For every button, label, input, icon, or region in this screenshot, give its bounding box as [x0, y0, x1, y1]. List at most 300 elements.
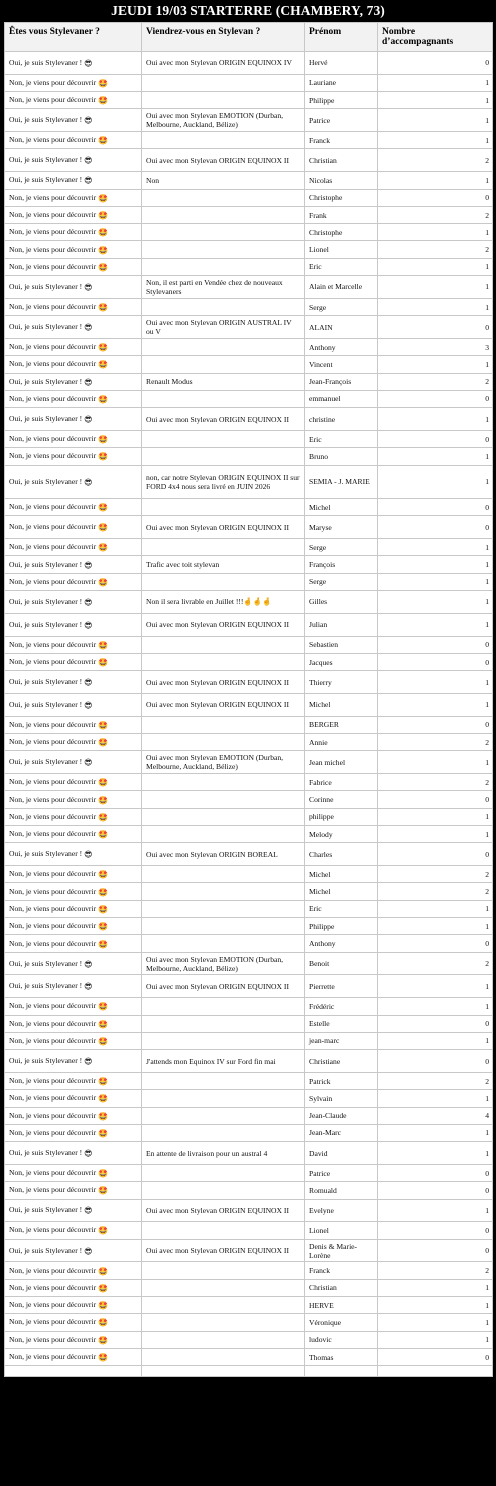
empty-cell: [5, 1366, 142, 1377]
cell-stylevaner: [5, 1050, 142, 1073]
cell-vehicle: [142, 1348, 305, 1365]
star-struck-emoji-icon: 🤩: [98, 1301, 108, 1311]
cell-companions: 1: [378, 808, 493, 825]
stylevaner-answer: Oui, je suis Stylevaner !: [9, 376, 83, 386]
table-row: [5, 1314, 493, 1331]
star-struck-emoji-icon: 🤩: [98, 812, 108, 822]
star-struck-emoji-icon: 🤩: [98, 1002, 108, 1012]
table-row: [5, 373, 493, 390]
sunglasses-emoji-icon: 😎: [84, 560, 93, 570]
star-struck-emoji-icon: 🤩: [98, 1094, 108, 1104]
cell-vehicle: [142, 224, 305, 241]
stylevaner-answer: Non, je viens pour découvrir: [9, 1127, 97, 1137]
cell-companions: 1: [378, 276, 493, 299]
cell-first-name: philippe: [305, 808, 378, 825]
star-struck-emoji-icon: 🤩: [98, 1019, 108, 1029]
empty-row: [5, 1366, 493, 1377]
stylevaner-answer: Non, je viens pour découvrir: [9, 192, 97, 202]
sunglasses-emoji-icon: 😎: [84, 982, 93, 992]
cell-companions: 1: [378, 1331, 493, 1348]
stylevaner-answer: Non, je viens pour découvrir: [9, 244, 97, 254]
cell-vehicle: Non il sera livrable en Juillet !!!🤞🤞🤞: [142, 591, 305, 614]
table-row: [5, 430, 493, 447]
table-row: [5, 1050, 493, 1073]
star-struck-emoji-icon: 🤩: [98, 1077, 108, 1087]
cell-first-name: Christophe: [305, 224, 378, 241]
cell-first-name: Patrice: [305, 109, 378, 132]
stylevaner-answer: Oui, je suis Stylevaner !: [9, 958, 83, 968]
cell-first-name: Eric: [305, 430, 378, 447]
table-row: [5, 338, 493, 355]
cell-stylevaner: [5, 1262, 142, 1279]
table-row: [5, 276, 493, 299]
table-row: [5, 918, 493, 935]
cell-stylevaner: [5, 1314, 142, 1331]
registration-table: [4, 22, 493, 1377]
stylevaner-answer: Non, je viens pour découvrir: [9, 869, 97, 879]
cell-vehicle: J'attends mon Equinox IV sur Ford fin mai: [142, 1050, 305, 1073]
sunglasses-emoji-icon: 😎: [84, 758, 93, 768]
cell-vehicle: [142, 258, 305, 275]
cell-vehicle: Oui avec mon Stylevan ORIGIN EQUINOX II: [142, 149, 305, 172]
stylevaner-answer: Oui, je suis Stylevaner !: [9, 175, 83, 185]
cell-companions: 2: [378, 1072, 493, 1089]
cell-first-name: Pierrette: [305, 975, 378, 998]
stylevaner-answer: Non, je viens pour découvrir: [9, 342, 97, 352]
table-row: [5, 1072, 493, 1089]
sunglasses-emoji-icon: 😎: [84, 282, 93, 292]
table-row: [5, 1331, 493, 1348]
cell-vehicle: [142, 499, 305, 516]
cell-companions: 0: [378, 1239, 493, 1262]
cell-first-name: Alain et Marcelle: [305, 276, 378, 299]
header-companions: Nombre d’accompagnants: [378, 23, 493, 52]
cell-stylevaner: [5, 1239, 142, 1262]
cell-first-name: Anthony: [305, 338, 378, 355]
sunglasses-emoji-icon: 😎: [84, 415, 93, 425]
stylevaner-answer: Oui, je suis Stylevaner !: [9, 596, 83, 606]
cell-companions: 1: [378, 1124, 493, 1141]
cell-companions: 2: [378, 774, 493, 791]
cell-companions: 1: [378, 258, 493, 275]
cell-companions: 0: [378, 316, 493, 339]
cell-vehicle: [142, 1107, 305, 1124]
cell-first-name: Corinne: [305, 791, 378, 808]
cell-companions: 2: [378, 734, 493, 751]
cell-stylevaner: [5, 751, 142, 774]
stylevaner-answer: Oui, je suis Stylevaner !: [9, 1148, 83, 1158]
cell-companions: 1: [378, 408, 493, 431]
star-struck-emoji-icon: 🤩: [98, 503, 108, 513]
star-struck-emoji-icon: 🤩: [98, 922, 108, 932]
table-row: [5, 109, 493, 132]
cell-first-name: Christian: [305, 149, 378, 172]
stylevaner-answer: Non, je viens pour découvrir: [9, 502, 97, 512]
star-struck-emoji-icon: 🤩: [98, 887, 108, 897]
stylevaner-answer: Non, je viens pour découvrir: [9, 921, 97, 931]
cell-companions: 1: [378, 109, 493, 132]
cell-stylevaner: [5, 356, 142, 373]
cell-first-name: jean-marc: [305, 1032, 378, 1049]
star-struck-emoji-icon: 🤩: [98, 720, 108, 730]
stylevaner-answer: Non, je viens pour découvrir: [9, 1265, 97, 1275]
cell-vehicle: Oui avec mon Stylevan ORIGIN EQUINOX II: [142, 1199, 305, 1222]
cell-stylevaner: [5, 1297, 142, 1314]
cell-vehicle: [142, 539, 305, 556]
cell-companions: 1: [378, 613, 493, 636]
cell-vehicle: Non: [142, 172, 305, 189]
stylevaner-answer: Non, je viens pour découvrir: [9, 1185, 97, 1195]
table-row: [5, 900, 493, 917]
cell-first-name: Denis & Marie-Lorène: [305, 1239, 378, 1262]
cell-stylevaner: [5, 1331, 142, 1348]
cell-vehicle: [142, 356, 305, 373]
cell-stylevaner: [5, 716, 142, 733]
cell-first-name: Bruno: [305, 448, 378, 465]
stylevaner-answer: Non, je viens pour découvrir: [9, 1076, 97, 1086]
stylevaner-answer: Non, je viens pour découvrir: [9, 1093, 97, 1103]
table-row: [5, 591, 493, 614]
table-row: [5, 356, 493, 373]
star-struck-emoji-icon: 🤩: [98, 193, 108, 203]
star-struck-emoji-icon: 🤩: [98, 1335, 108, 1345]
cell-stylevaner: [5, 591, 142, 614]
cell-first-name: Anthony: [305, 935, 378, 952]
cell-companions: 0: [378, 1182, 493, 1199]
cell-first-name: Serge: [305, 298, 378, 315]
header-first-name: Prénom: [305, 23, 378, 52]
cell-companions: 1: [378, 224, 493, 241]
cell-companions: 1: [378, 1032, 493, 1049]
cell-vehicle: [142, 808, 305, 825]
cell-vehicle: Renault Modus: [142, 373, 305, 390]
star-struck-emoji-icon: 🤩: [98, 1318, 108, 1328]
sunglasses-emoji-icon: 😎: [84, 58, 93, 68]
table-row: [5, 241, 493, 258]
cell-vehicle: Trafic avec toit stylevan: [142, 556, 305, 573]
cell-vehicle: [142, 918, 305, 935]
cell-vehicle: [142, 1297, 305, 1314]
cell-companions: 1: [378, 918, 493, 935]
stylevaner-answer: Non, je viens pour découvrir: [9, 1225, 97, 1235]
sunglasses-emoji-icon: 😎: [84, 156, 93, 166]
stylevaner-answer: Non, je viens pour découvrir: [9, 737, 97, 747]
cell-vehicle: [142, 206, 305, 223]
cell-stylevaner: [5, 539, 142, 556]
cell-companions: 0: [378, 1164, 493, 1181]
cell-vehicle: Oui avec mon Stylevan EMOTION (Durban, Melbourne, Auckland, Bélize): [142, 751, 305, 774]
cell-stylevaner: [5, 1072, 142, 1089]
cell-companions: 1: [378, 539, 493, 556]
cell-first-name: Fabrice: [305, 774, 378, 791]
cell-stylevaner: [5, 132, 142, 149]
cell-stylevaner: [5, 918, 142, 935]
cell-first-name: Philippe: [305, 918, 378, 935]
cell-vehicle: non, car notre Stylevan ORIGIN EQUINOX II sur FORD 4x4 nous sera livré en JUIN 2026: [142, 465, 305, 499]
cell-first-name: Romuald: [305, 1182, 378, 1199]
cell-companions: 1: [378, 975, 493, 998]
table-row: [5, 1297, 493, 1314]
table-row: [5, 1124, 493, 1141]
cell-vehicle: [142, 1314, 305, 1331]
sunglasses-emoji-icon: 😎: [84, 1246, 93, 1256]
cell-first-name: Frédéric: [305, 998, 378, 1015]
star-struck-emoji-icon: 🤩: [98, 435, 108, 445]
cell-stylevaner: [5, 613, 142, 636]
table-row: [5, 1279, 493, 1296]
cell-stylevaner: [5, 556, 142, 573]
cell-first-name: BERGER: [305, 716, 378, 733]
cell-vehicle: [142, 74, 305, 91]
stylevaner-answer: Non, je viens pour découvrir: [9, 393, 97, 403]
cell-vehicle: [142, 390, 305, 407]
cell-first-name: Thomas: [305, 1348, 378, 1365]
cell-companions: 0: [378, 636, 493, 653]
stylevaner-answer: Oui, je suis Stylevaner !: [9, 849, 83, 859]
cell-companions: 2: [378, 866, 493, 883]
cell-stylevaner: [5, 636, 142, 653]
stylevaner-answer: Non, je viens pour découvrir: [9, 359, 97, 369]
star-struck-emoji-icon: 🤩: [98, 1111, 108, 1121]
empty-cell: [378, 1366, 493, 1377]
cell-first-name: Sylvain: [305, 1090, 378, 1107]
stylevaner-answer: Non, je viens pour découvrir: [9, 1300, 97, 1310]
cell-first-name: Frank: [305, 206, 378, 223]
cell-companions: 1: [378, 900, 493, 917]
cell-companions: 1: [378, 826, 493, 843]
cell-vehicle: [142, 132, 305, 149]
cell-stylevaner: [5, 1015, 142, 1032]
cell-stylevaner: [5, 883, 142, 900]
cell-first-name: Serge: [305, 573, 378, 590]
cell-first-name: Melody: [305, 826, 378, 843]
star-struck-emoji-icon: 🤩: [98, 78, 108, 88]
table-row: [5, 539, 493, 556]
table-row: [5, 573, 493, 590]
cell-companions: 0: [378, 516, 493, 539]
table-row: [5, 1164, 493, 1181]
table-row: [5, 1107, 493, 1124]
cell-stylevaner: [5, 1222, 142, 1239]
cell-companions: 0: [378, 1222, 493, 1239]
sunglasses-emoji-icon: 😎: [84, 850, 93, 860]
cell-companions: 1: [378, 1090, 493, 1107]
cell-companions: 2: [378, 241, 493, 258]
cell-stylevaner: [5, 935, 142, 952]
table-row: [5, 1262, 493, 1279]
table-row: [5, 694, 493, 717]
cell-first-name: Patrice: [305, 1164, 378, 1181]
cell-first-name: Lionel: [305, 1222, 378, 1239]
table-row: [5, 774, 493, 791]
star-struck-emoji-icon: 🤩: [98, 245, 108, 255]
cell-first-name: Michel: [305, 499, 378, 516]
stylevaner-answer: Non, je viens pour découvrir: [9, 811, 97, 821]
cell-companions: 1: [378, 92, 493, 109]
table-row: [5, 172, 493, 189]
page-title: JEUDI 19/03 STARTERRE (CHAMBERY, 73): [111, 3, 385, 18]
cell-vehicle: [142, 653, 305, 670]
cell-companions: 0: [378, 430, 493, 447]
star-struck-emoji-icon: 🤩: [98, 523, 108, 533]
table-row: [5, 224, 493, 241]
stylevaner-answer: Non, je viens pour découvrir: [9, 95, 97, 105]
star-struck-emoji-icon: 🤩: [98, 939, 108, 949]
stylevaner-answer: Oui, je suis Stylevaner !: [9, 981, 83, 991]
sunglasses-emoji-icon: 😎: [84, 620, 93, 630]
cell-vehicle: [142, 791, 305, 808]
star-struck-emoji-icon: 🤩: [98, 1128, 108, 1138]
cell-first-name: François: [305, 556, 378, 573]
cell-vehicle: Oui avec mon Stylevan ORIGIN EQUINOX II: [142, 516, 305, 539]
table-row: [5, 206, 493, 223]
star-struck-emoji-icon: 🤩: [98, 96, 108, 106]
cell-first-name: Vincent: [305, 356, 378, 373]
stylevaner-answer: Non, je viens pour découvrir: [9, 77, 97, 87]
star-struck-emoji-icon: 🤩: [98, 303, 108, 312]
header-row: [5, 23, 493, 52]
cell-companions: 2: [378, 883, 493, 900]
cell-vehicle: [142, 1262, 305, 1279]
empty-cell: [305, 1366, 378, 1377]
cell-vehicle: [142, 716, 305, 733]
sunglasses-emoji-icon: 😎: [84, 176, 93, 186]
stylevaner-answer: Non, je viens pour découvrir: [9, 777, 97, 787]
sunglasses-emoji-icon: 😎: [84, 116, 93, 126]
cell-first-name: Christian: [305, 1279, 378, 1296]
cell-vehicle: Non, il est parti en Vendée chez de nouveaux Stylevaners: [142, 276, 305, 299]
table-row: [5, 952, 493, 975]
cell-vehicle: [142, 298, 305, 315]
cell-stylevaner: [5, 1199, 142, 1222]
table-row: [5, 653, 493, 670]
cell-vehicle: [142, 935, 305, 952]
cell-companions: 1: [378, 998, 493, 1015]
table-row: [5, 316, 493, 339]
cell-vehicle: [142, 1182, 305, 1199]
sunglasses-emoji-icon: 😎: [84, 377, 93, 387]
table-row: [5, 883, 493, 900]
cell-stylevaner: [5, 92, 142, 109]
table-row: [5, 935, 493, 952]
star-struck-emoji-icon: 🤩: [98, 211, 108, 221]
header-come-in-stylevan: Viendrez-vous en Stylevan ?: [142, 23, 305, 52]
cell-first-name: Michel: [305, 694, 378, 717]
cell-vehicle: Oui avec mon Stylevan EMOTION (Durban, Melbourne, Auckland, Bélize): [142, 109, 305, 132]
table-row: [5, 516, 493, 539]
cell-vehicle: [142, 1032, 305, 1049]
stylevaner-answer: Non, je viens pour découvrir: [9, 719, 97, 729]
cell-stylevaner: [5, 373, 142, 390]
stylevaner-answer: Non, je viens pour découvrir: [9, 1035, 97, 1045]
cell-stylevaner: [5, 900, 142, 917]
stylevaner-answer: Non, je viens pour découvrir: [9, 1317, 97, 1327]
cell-vehicle: [142, 774, 305, 791]
table-row: [5, 465, 493, 499]
cell-stylevaner: [5, 276, 142, 299]
cell-first-name: Thierry: [305, 671, 378, 694]
cell-stylevaner: [5, 866, 142, 883]
table-row: [5, 189, 493, 206]
cell-stylevaner: [5, 448, 142, 465]
stylevaner-answer: Non, je viens pour découvrir: [9, 522, 97, 532]
cell-stylevaner: [5, 1142, 142, 1165]
cell-stylevaner: [5, 774, 142, 791]
cell-companions: 0: [378, 189, 493, 206]
cell-first-name: Christophe: [305, 189, 378, 206]
header-stylevaner: Êtes vous Stylevaner ?: [5, 23, 142, 52]
table-row: [5, 52, 493, 75]
cell-first-name: Philippe: [305, 92, 378, 109]
table-row: [5, 1015, 493, 1032]
table-row: [5, 826, 493, 843]
cell-companions: 2: [378, 373, 493, 390]
cell-vehicle: Oui avec mon Stylevan ORIGIN EQUINOX II: [142, 613, 305, 636]
cell-first-name: Annie: [305, 734, 378, 751]
star-struck-emoji-icon: 🤩: [98, 1036, 108, 1046]
cell-stylevaner: [5, 172, 142, 189]
cell-vehicle: [142, 636, 305, 653]
star-struck-emoji-icon: 🤩: [98, 1266, 108, 1276]
cell-companions: 0: [378, 716, 493, 733]
cell-first-name: ALAIN: [305, 316, 378, 339]
cell-stylevaner: [5, 694, 142, 717]
cell-vehicle: [142, 866, 305, 883]
cell-first-name: Christiane: [305, 1050, 378, 1073]
cell-first-name: Jean michel: [305, 751, 378, 774]
stylevaner-answer: Non, je viens pour découvrir: [9, 794, 97, 804]
cell-first-name: Gilles: [305, 591, 378, 614]
cell-vehicle: [142, 1015, 305, 1032]
cell-stylevaner: [5, 390, 142, 407]
cell-companions: 1: [378, 448, 493, 465]
cell-vehicle: [142, 338, 305, 355]
sunglasses-emoji-icon: 😎: [84, 477, 93, 487]
cell-companions: 1: [378, 573, 493, 590]
table-row: [5, 636, 493, 653]
stylevaner-answer: Oui, je suis Stylevaner !: [9, 619, 83, 629]
cell-first-name: Sebastien: [305, 636, 378, 653]
table-row: [5, 149, 493, 172]
stylevaner-answer: Non, je viens pour découvrir: [9, 451, 97, 461]
cell-vehicle: Oui avec mon Stylevan ORIGIN EQUINOX IV: [142, 52, 305, 75]
cell-companions: 0: [378, 52, 493, 75]
star-struck-emoji-icon: 🤩: [98, 830, 108, 840]
cell-vehicle: [142, 998, 305, 1015]
cell-vehicle: Oui avec mon Stylevan ORIGIN EQUINOX II: [142, 671, 305, 694]
cell-first-name: Charles: [305, 843, 378, 866]
stylevaner-answer: Oui, je suis Stylevaner !: [9, 414, 83, 424]
cell-stylevaner: [5, 573, 142, 590]
stylevaner-answer: Non, je viens pour découvrir: [9, 886, 97, 896]
cell-first-name: Evelyne: [305, 1199, 378, 1222]
cell-companions: 1: [378, 298, 493, 315]
table-row: [5, 808, 493, 825]
cell-stylevaner: [5, 298, 142, 315]
table-row: [5, 408, 493, 431]
cell-stylevaner: [5, 206, 142, 223]
cell-stylevaner: [5, 408, 142, 431]
stylevaner-answer: Non, je viens pour découvrir: [9, 1352, 97, 1362]
cell-companions: 1: [378, 1142, 493, 1165]
table-body: [5, 52, 493, 1377]
cell-vehicle: [142, 1331, 305, 1348]
table-row: [5, 132, 493, 149]
cell-stylevaner: [5, 1107, 142, 1124]
cell-companions: 4: [378, 1107, 493, 1124]
sunglasses-emoji-icon: 😎: [84, 678, 93, 688]
cell-companions: 0: [378, 1050, 493, 1073]
